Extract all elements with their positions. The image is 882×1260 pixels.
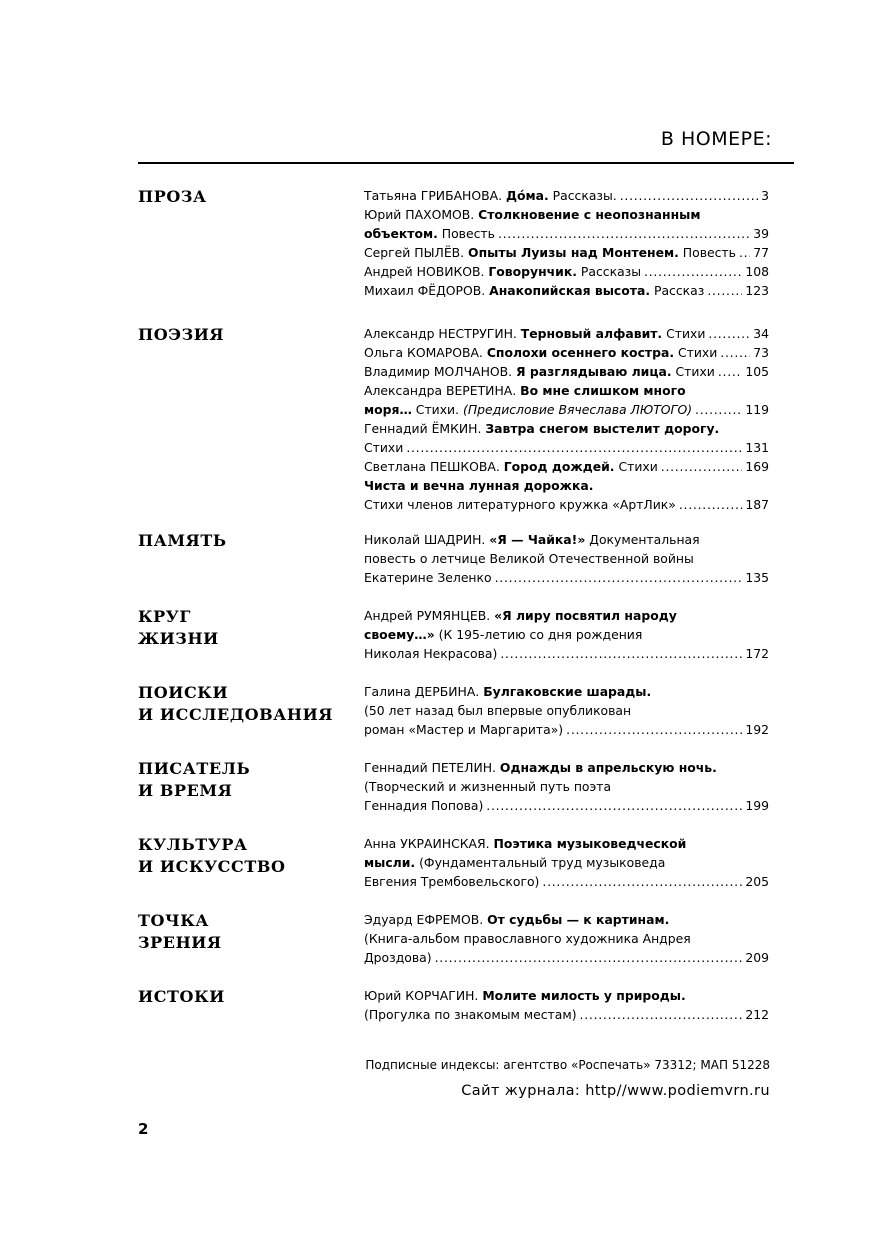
entry-work-title: объектом.: [364, 226, 438, 241]
subscription-indexes: Подписные индексы: агентство «Роспечать» 73312; МАП 51228: [365, 1058, 770, 1072]
toc-entry-line: [364, 682, 769, 701]
toc-entry-line: [364, 1005, 769, 1024]
toc-entry[interactable]: [364, 682, 769, 739]
toc-entry[interactable]: [364, 205, 769, 243]
entry-text: [364, 419, 719, 438]
entry-text-part: (50 лет назад был впервые опубликован: [364, 703, 632, 718]
entry-text-part: Сергей ПЫЛЁВ.: [364, 245, 469, 260]
entry-work-title: Город дождей.: [503, 459, 615, 474]
section-title-line: КУЛЬТУРА: [138, 835, 248, 854]
entry-text-part: Повесть: [678, 245, 736, 260]
entry-text-part: Эдуард ЕФРЕМОВ.: [364, 912, 488, 927]
dot-leader: [718, 362, 743, 381]
entry-text: [364, 986, 686, 1005]
toc-entry-line: [364, 758, 769, 777]
entry-text-part: Рассказы: [576, 264, 642, 279]
dot-leader: [644, 262, 742, 281]
entry-text-part: Андрей РУМЯНЦЕВ.: [364, 608, 495, 623]
section-entries: [364, 986, 769, 1024]
entry-text-part: Геннадий ПЕТЕЛИН.: [364, 760, 500, 775]
entry-work-title: Опыты Луизы над Монтенем.: [468, 245, 679, 260]
entry-text: [364, 701, 631, 720]
toc-entry[interactable]: [364, 476, 769, 514]
entry-page-number: 3: [761, 188, 769, 203]
toc-entry[interactable]: [364, 186, 769, 205]
entry-text-part: Андрей НОВИКОВ.: [364, 264, 489, 279]
entry-work-title: Терновый алфавит.: [520, 326, 663, 341]
toc-entry-line: [364, 796, 769, 815]
entry-text-part: Стихи.: [411, 402, 463, 417]
entry-work-title: Я разглядываю лица.: [516, 364, 672, 379]
section-title-line: И ИССЛЕДОВАНИЯ: [138, 705, 334, 724]
entry-text: [364, 381, 686, 400]
entry-work-title: Анакопийская высота.: [489, 283, 651, 298]
entry-page-number: 209: [745, 950, 769, 965]
entry-text: [364, 853, 665, 872]
entry-text: [364, 243, 736, 262]
toc-entry-line: [364, 549, 769, 568]
entry-text-part: (Предисловие Вячеслава ЛЮТОГО): [462, 402, 693, 417]
toc-entry[interactable]: [364, 281, 769, 300]
entry-text: [364, 324, 705, 343]
entry-text-part: Повесть: [437, 226, 495, 241]
entry-text-part: Анна УКРАИНСКАЯ.: [364, 836, 494, 851]
toc-entry-line: [364, 929, 769, 948]
toc-entry[interactable]: [364, 606, 769, 663]
entry-page-number: 77: [753, 245, 769, 260]
dot-leader: [435, 948, 743, 967]
entry-text: [364, 400, 692, 419]
toc-entry-line: [364, 381, 769, 400]
entry-text-part: Ольга КОМАРОВА.: [364, 345, 487, 360]
entry-work-title: «Я лиру посвятил народу: [494, 608, 677, 623]
dot-leader: [498, 224, 750, 243]
section-title-line: ПАМЯТЬ: [138, 531, 227, 550]
entry-work-title: Однажды в апрельскую ночь.: [499, 760, 717, 775]
dot-leader: [707, 281, 742, 300]
entry-text-part: Юрий КОРЧАГИН.: [364, 988, 483, 1003]
entry-text-part: Татьяна ГРИБАНОВА.: [364, 188, 506, 203]
entry-text: [364, 682, 651, 701]
entry-page-number: 123: [745, 283, 769, 298]
section-title: [138, 986, 348, 1008]
contents-heading: В НОМЕРЕ:: [660, 128, 772, 150]
entry-text-part: Евгения Трембовельского): [364, 874, 540, 889]
dot-leader: [500, 644, 742, 663]
section-entries: [364, 530, 769, 587]
journal-site[interactable]: Сайт журнала: http//www.podiemvrn.ru: [461, 1083, 770, 1099]
toc-entry-line: [364, 324, 769, 343]
entry-page-number: 212: [745, 1007, 769, 1022]
dot-leader: [679, 495, 742, 514]
entry-text-part: Стихи: [674, 345, 718, 360]
entry-work-title: Чиста и вечна лунная дорожка.: [364, 478, 594, 493]
toc-entry-line: [364, 476, 769, 495]
entry-text: [364, 625, 642, 644]
section-entries: [364, 682, 769, 739]
section-title-line: ПОИСКИ: [138, 683, 229, 702]
entry-text-part: (Прогулка по знакомым местам): [364, 1007, 577, 1022]
section-entries: [364, 606, 769, 663]
toc-entry-line: [364, 224, 769, 243]
entry-text-part: (К 195-летию со дня рождения: [434, 627, 643, 642]
entry-text: [364, 495, 676, 514]
entry-text: [364, 186, 617, 205]
section-entries: [364, 910, 769, 967]
entry-text-part: Владимир МОЛЧАНОВ.: [364, 364, 517, 379]
toc-entry[interactable]: [364, 758, 769, 815]
entry-text: [364, 476, 594, 495]
toc-entry-line: [364, 186, 769, 205]
section-title-line: ЗРЕНИЯ: [138, 933, 222, 952]
entry-text: [364, 549, 694, 568]
entry-work-title: мысли.: [364, 855, 416, 870]
toc-entry-line: [364, 419, 769, 438]
section-title-line: И ВРЕМЯ: [138, 781, 233, 800]
section-title: [138, 186, 348, 208]
entry-text: [364, 910, 669, 929]
entry-text-part: Документальная: [585, 532, 700, 547]
entry-page-number: 105: [745, 364, 769, 379]
dot-leader: [708, 324, 750, 343]
toc-entry-line: [364, 834, 769, 853]
entry-text-part: (Фундаментальный труд музыковеда: [415, 855, 666, 870]
entry-work-title: своему…»: [364, 627, 435, 642]
toc-entry-line: [364, 343, 769, 362]
dot-leader: [661, 457, 743, 476]
entry-text: [364, 362, 715, 381]
toc-entry-line: [364, 205, 769, 224]
toc-entry[interactable]: [364, 457, 769, 476]
entry-text: [364, 438, 403, 457]
toc-entry-line: [364, 243, 769, 262]
entry-text: [364, 834, 686, 853]
entry-text-part: Рассказы.: [548, 188, 617, 203]
entry-page-number: 34: [753, 326, 769, 341]
dot-leader: [542, 872, 742, 891]
entry-text: [364, 929, 691, 948]
entry-page-number: 205: [745, 874, 769, 889]
toc-entry[interactable]: [364, 910, 769, 967]
entry-work-title: Дóма.: [505, 188, 549, 203]
toc-entry-line: [364, 457, 769, 476]
entry-text: [364, 1005, 577, 1024]
entry-text-part: Светлана ПЕШКОВА.: [364, 459, 504, 474]
dot-leader: [566, 720, 742, 739]
toc-entry[interactable]: [364, 530, 769, 587]
toc-entry[interactable]: [364, 343, 769, 362]
toc-entry-line: [364, 701, 769, 720]
entry-text-part: Александра ВЕРЕТИНА.: [364, 383, 521, 398]
entry-work-title: Говорунчик.: [488, 264, 577, 279]
entry-text-part: Александр НЕСТРУГИН.: [364, 326, 521, 341]
entry-text: [364, 262, 641, 281]
toc-entry-line: [364, 948, 769, 967]
entry-text: [364, 644, 497, 663]
dot-leader: [495, 568, 743, 587]
entry-page-number: 39: [753, 226, 769, 241]
section-entries: [364, 324, 769, 514]
section-title-line: ИСТОКИ: [138, 987, 225, 1006]
entry-text-part: Николая Некрасова): [364, 646, 498, 661]
toc-entry-line: [364, 606, 769, 625]
toc-entry-line: [364, 872, 769, 891]
entry-work-title: моря…: [364, 402, 412, 417]
entry-text-part: Юрий ПАХОМОВ.: [364, 207, 479, 222]
entry-text-part: Галина ДЕРБИНА.: [364, 684, 484, 699]
toc-entry-line: [364, 625, 769, 644]
entry-text-part: повесть о летчице Великой Отечественной войны: [364, 551, 694, 566]
entry-text: [364, 606, 677, 625]
entry-text-part: Николай ШАДРИН.: [364, 532, 490, 547]
entry-text-part: (Книга-альбом православного художника Андрея: [364, 931, 691, 946]
entry-text: [364, 758, 717, 777]
section-entries: [364, 186, 769, 300]
entry-text-part: Геннадия Попова): [364, 798, 484, 813]
section-title-line: ЖИЗНИ: [138, 629, 219, 648]
toc-entry-line: [364, 720, 769, 739]
dot-leader: [580, 1005, 743, 1024]
entry-text: [364, 205, 701, 224]
toc-entry-line: [364, 400, 769, 419]
toc-entry-line: [364, 853, 769, 872]
entry-text-part: Геннадий ЁМКИН.: [364, 421, 486, 436]
toc-entry[interactable]: [364, 362, 769, 381]
entry-work-title: Поэтика музыковедческой: [493, 836, 687, 851]
section-title-line: ПРОЗА: [138, 187, 207, 206]
entry-text-part: роман «Мастер и Маргарита»): [364, 722, 564, 737]
toc-entry[interactable]: [364, 419, 769, 457]
toc-entry-line: [364, 262, 769, 281]
toc-entry[interactable]: [364, 262, 769, 281]
section-title-line: И ИСКУССТВО: [138, 857, 286, 876]
dot-leader: [406, 438, 742, 457]
entry-text: [364, 457, 658, 476]
toc-entry-line: [364, 530, 769, 549]
entry-text-part: Стихи: [671, 364, 715, 379]
toc-entry[interactable]: [364, 986, 769, 1024]
toc-entry-line: [364, 438, 769, 457]
toc-entry[interactable]: [364, 243, 769, 262]
entry-work-title: Молите милость у природы.: [482, 988, 686, 1003]
section-title: [138, 682, 348, 726]
entry-text: [364, 530, 700, 549]
toc-entry-line: [364, 910, 769, 929]
toc-entry[interactable]: [364, 324, 769, 343]
entry-text: [364, 720, 563, 739]
entry-work-title: Булгаковские шарады.: [483, 684, 652, 699]
entry-text-part: Екатерине Зеленко: [364, 570, 492, 585]
entry-text: [364, 281, 704, 300]
toc-entry-line: [364, 362, 769, 381]
entry-text: [364, 568, 492, 587]
section-title: [138, 606, 348, 650]
page-number: 2: [138, 1120, 149, 1138]
section-title: [138, 834, 348, 878]
entry-text-part: Дроздова): [364, 950, 432, 965]
section-entries: [364, 758, 769, 815]
toc-entry-line: [364, 568, 769, 587]
toc-entry[interactable]: [364, 381, 769, 419]
section-title-line: КРУГ: [138, 607, 192, 626]
entry-work-title: Столкновение с неопознанным: [478, 207, 701, 222]
entry-text-part: Михаил ФЁДОРОВ.: [364, 283, 490, 298]
dot-leader: [720, 343, 750, 362]
toc-entry-line: [364, 495, 769, 514]
entry-text: [364, 872, 539, 891]
section-title: [138, 910, 348, 954]
entry-text-part: Стихи: [614, 459, 658, 474]
entry-work-title: Сполохи осеннего костра.: [486, 345, 675, 360]
entry-page-number: 199: [745, 798, 769, 813]
entry-page-number: 187: [745, 497, 769, 512]
entry-work-title: От судьбы — к картинам.: [487, 912, 670, 927]
entry-text: [364, 777, 611, 796]
entry-text: [364, 224, 495, 243]
entry-page-number: 135: [745, 570, 769, 585]
entry-page-number: 169: [745, 459, 769, 474]
dot-leader: [739, 243, 750, 262]
entry-page-number: 172: [745, 646, 769, 661]
entry-page-number: 108: [745, 264, 769, 279]
entry-text-part: Стихи: [364, 440, 404, 455]
entry-text: [364, 343, 717, 362]
toc-entry-line: [364, 986, 769, 1005]
section-title: [138, 530, 348, 552]
entry-page-number: 131: [745, 440, 769, 455]
dot-leader: [620, 186, 758, 205]
toc-entry-line: [364, 777, 769, 796]
entry-page-number: 119: [745, 402, 769, 417]
entry-text-part: Стихи членов литературного кружка «АртЛик»: [364, 497, 676, 512]
entry-page-number: 192: [745, 722, 769, 737]
toc-entry[interactable]: [364, 834, 769, 891]
entry-text-part: (Творческий и жизненный путь поэта: [364, 779, 612, 794]
entry-page-number: 73: [753, 345, 769, 360]
section-title-line: ТОЧКА: [138, 911, 210, 930]
entry-text-part: Рассказ: [650, 283, 705, 298]
section-entries: [364, 834, 769, 891]
section-title: [138, 758, 348, 802]
entry-work-title: Во мне слишком много: [520, 383, 686, 398]
entry-text: [364, 948, 432, 967]
section-title: [138, 324, 348, 346]
entry-text: [364, 796, 483, 815]
section-title-line: ПОЭЗИЯ: [138, 325, 225, 344]
dot-leader: [695, 400, 742, 419]
toc-entry-line: [364, 281, 769, 300]
entry-work-title: Завтра снегом выстелит дорогу.: [485, 421, 720, 436]
heading-rule: [138, 162, 794, 164]
toc-entry-line: [364, 644, 769, 663]
entry-text-part: Стихи: [662, 326, 706, 341]
entry-work-title: «Я — Чайка!»: [489, 532, 586, 547]
dot-leader: [486, 796, 742, 815]
section-title-line: ПИСАТЕЛЬ: [138, 759, 251, 778]
